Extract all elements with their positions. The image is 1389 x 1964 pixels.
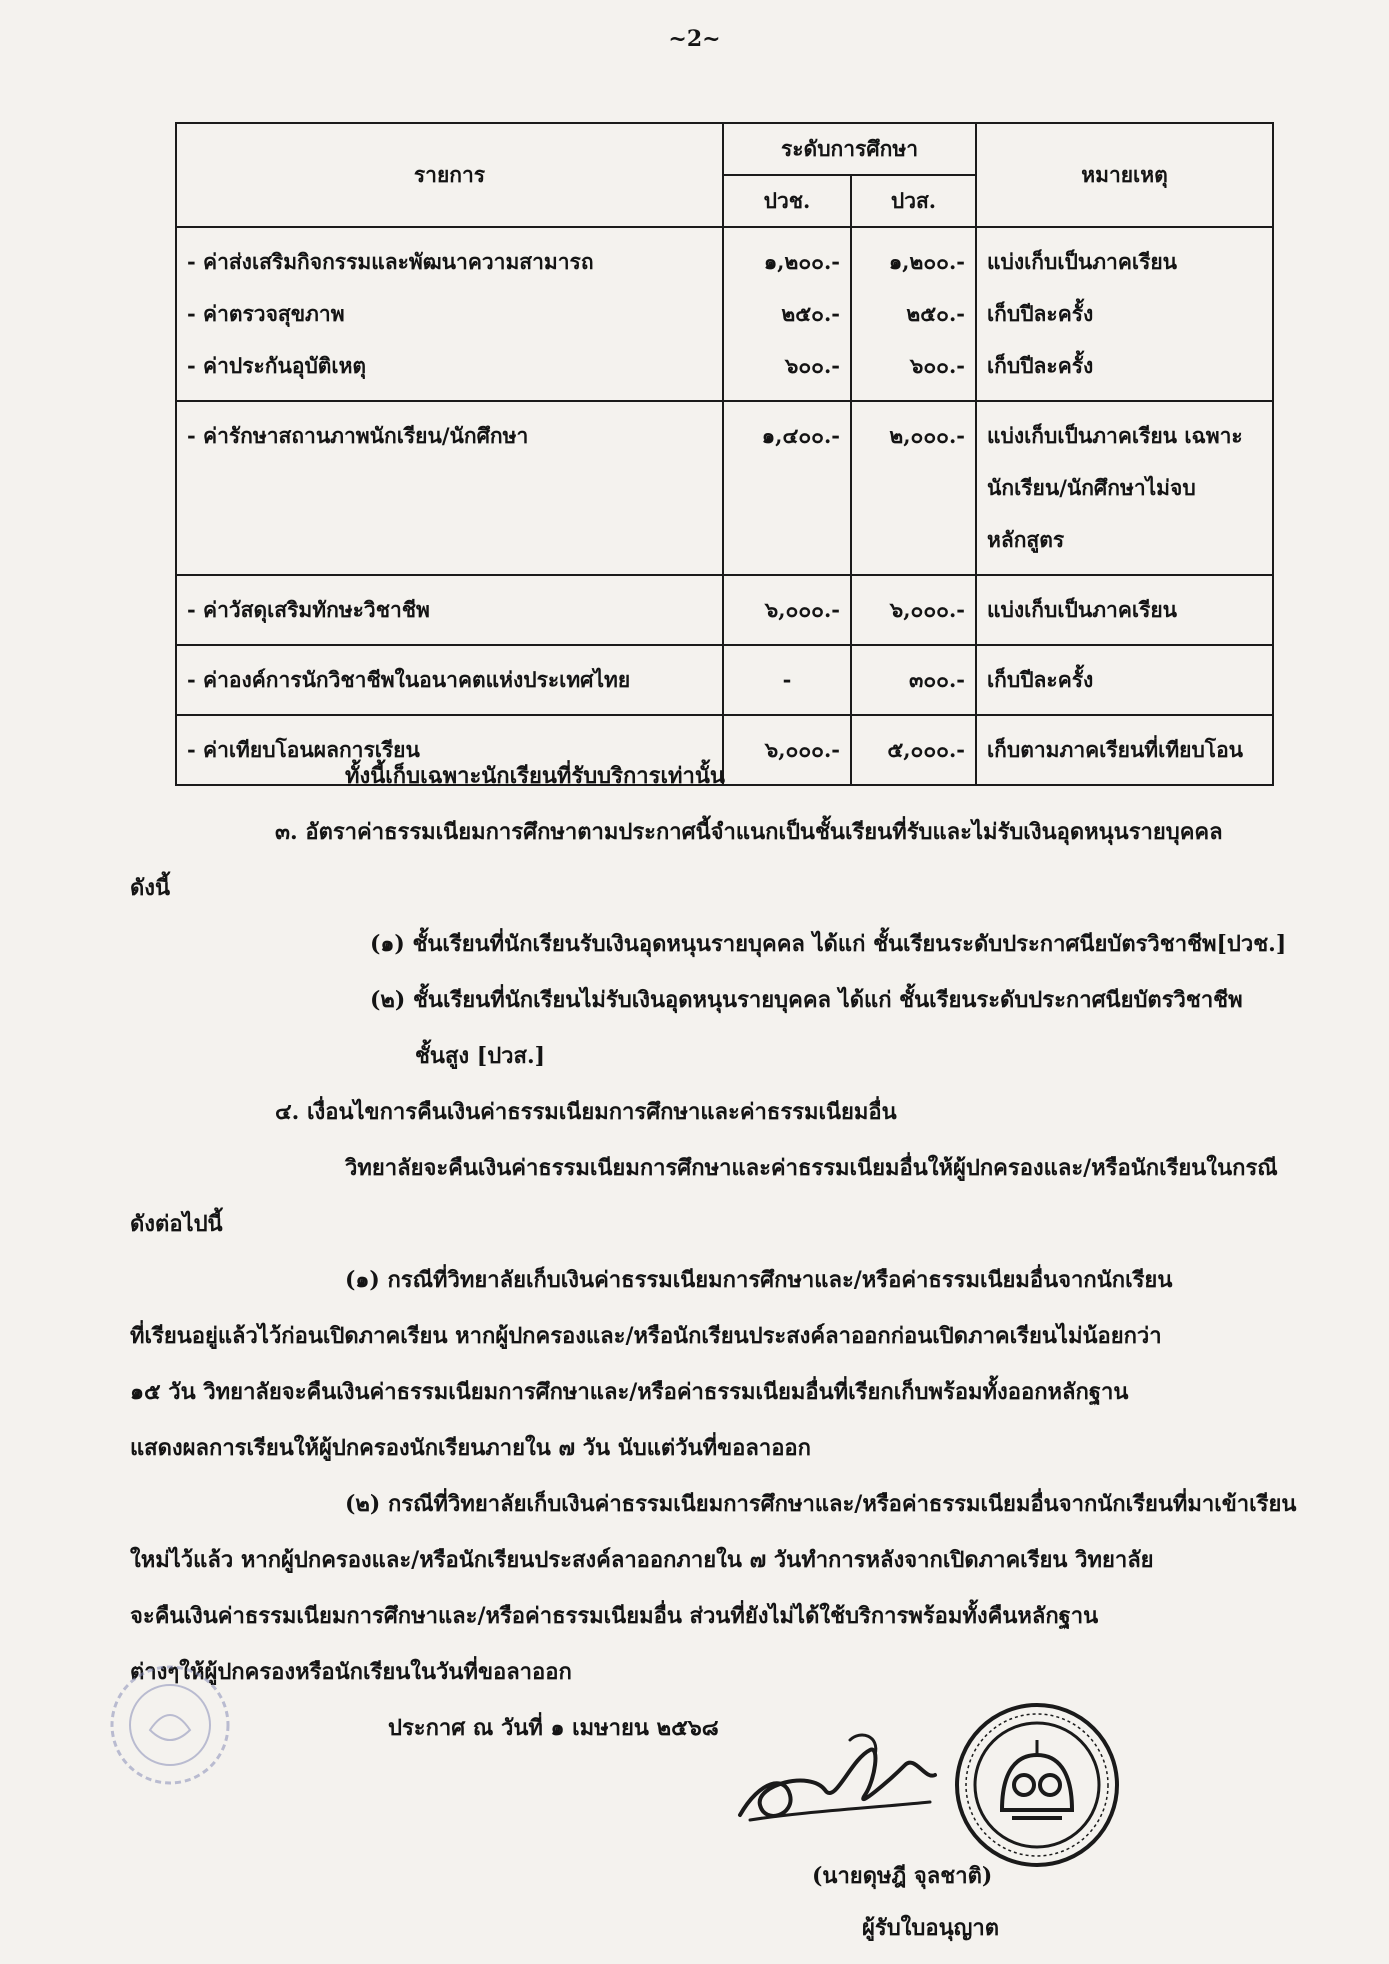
vocational-amount: ๖,๐๐๐.- (764, 597, 840, 622)
high-vocational-amount: ๓๐๐.- (908, 667, 965, 692)
header-item: รายการ (176, 123, 723, 227)
table-row (176, 575, 1273, 645)
high-vocational-amount: ๑,๒๐๐.- (888, 249, 965, 274)
announcement-date: ประกาศ ณ วันที่ ๑ เมษายน ๒๕๖๘ (388, 1715, 719, 1741)
table-row (176, 401, 1273, 575)
section-3-continuation: ดังนี้ (130, 875, 171, 901)
vocational-amount: - (782, 667, 792, 692)
note-text: นักเรียน/นักศึกษาไม่จบ (987, 475, 1196, 500)
item-label: - ค่าตรวจสุขภาพ (187, 301, 345, 326)
signatory-title: ผู้รับใบอนุญาต (862, 1915, 1000, 1941)
note-cell (976, 227, 1273, 401)
high-vocational-cell (851, 575, 976, 645)
section-4-case-2-line: จะคืนเงินค่าธรรมเนียมการศึกษาและ/หรือค่าธรรมเนียมอื่น ส่วนที่ยังไม่ได้ใช้บริการพร้อมทั้งคืนหลักฐาน (130, 1603, 1099, 1629)
note-cell (976, 401, 1273, 575)
high-vocational-amount: ๒,๐๐๐.- (889, 423, 965, 448)
body-text (130, 748, 1297, 1756)
section-3-item-2: (๒) ชั้นเรียนที่นักเรียนไม่รับเงินอุดหนุนรายบุคคล ได้แก่ ชั้นเรียนระดับประกาศนียบัตรวิชาชีพ (370, 987, 1243, 1013)
vocational-amount: ๑,๔๐๐.- (761, 423, 840, 448)
section-3-item-2-continuation: ชั้นสูง [ปวส.] (415, 1043, 546, 1069)
section-4-case-1-line: ๑๕ วัน วิทยาลัยจะคืนเงินค่าธรรมเนียมการศึกษาและ/หรือค่าธรรมเนียมอื่นที่เรียกเก็บพร้อมทั้งออกหลักฐาน (130, 1379, 1129, 1405)
vocational-cell (723, 227, 851, 401)
item-cell (176, 575, 723, 645)
section-4-case-2-line: ต่างๆให้ผู้ปกครองหรือนักเรียนในวันที่ขอลาออก (130, 1659, 572, 1685)
high-vocational-cell (851, 645, 976, 715)
item-cell (176, 645, 723, 715)
item-cell (176, 227, 723, 401)
item-label: - ค่าประกันอุบัติเหตุ (187, 353, 367, 378)
note-text: แบ่งเก็บเป็นภาคเรียน (987, 597, 1178, 622)
note-cell (976, 575, 1273, 645)
vocational-cell (723, 645, 851, 715)
note-text: หลักสูตร (987, 527, 1065, 552)
vocational-amount: ๖,๐๐๐.- (764, 737, 840, 762)
faint-stamp-icon (105, 1660, 235, 1790)
note-line: ทั้งนี้เก็บเฉพาะนักเรียนที่รับบริการเท่านั้น (345, 763, 725, 789)
signatory-name: (นายดุษฎี จุลชาติ) (812, 1863, 993, 1889)
table-row (176, 645, 1273, 715)
high-vocational-cell (851, 227, 976, 401)
high-vocational-amount: ๕,๐๐๐.- (887, 737, 965, 762)
note-text: แบ่งเก็บเป็นภาคเรียน เฉพาะ (987, 423, 1243, 448)
header-note: หมายเหตุ (976, 123, 1273, 227)
vocational-cell (723, 401, 851, 575)
header-level-high-vocational: ปวส. (851, 175, 976, 227)
note-text: เก็บปีละครั้ง (987, 353, 1094, 378)
high-vocational-amount: ๖๐๐.- (910, 353, 965, 378)
high-vocational-amount: ๖,๐๐๐.- (889, 597, 965, 622)
item-label: - ค่าองค์การนักวิชาชีพในอนาคตแห่งประเทศไทย (187, 667, 631, 692)
college-seal-icon (952, 1700, 1122, 1870)
vocational-amount: ๒๕๐.- (781, 301, 840, 326)
section-4-case-2: (๒) กรณีที่วิทยาลัยเก็บเงินค่าธรรมเนียมการศึกษาและ/หรือค่าธรรมเนียมอื่นจากนักเรียนที่มาเข้าเรียน (345, 1491, 1297, 1517)
section-4-intro: วิทยาลัยจะคืนเงินค่าธรรมเนียมการศึกษาและค่าธรรมเนียมอื่นให้ผู้ปกครองและ/หรือนักเรียนในกรณี (345, 1155, 1278, 1181)
header-level-vocational: ปวช. (723, 175, 851, 227)
note-text: เก็บปีละครั้ง (987, 667, 1094, 692)
fee-table (175, 122, 1274, 786)
section-3-heading: ๓. อัตราค่าธรรมเนียมการศึกษาตามประกาศนี้จำแนกเป็นชั้นเรียนที่รับและไม่รับเงินอุดหนุนรายบุคคล (275, 819, 1223, 845)
high-vocational-cell (851, 401, 976, 575)
note-cell (976, 645, 1273, 715)
table-row (176, 227, 1273, 401)
section-4-intro-continuation: ดังต่อไปนี้ (130, 1211, 223, 1237)
vocational-amount: ๖๐๐.- (785, 353, 840, 378)
vocational-cell (723, 575, 851, 645)
section-4-case-1: (๑) กรณีที่วิทยาลัยเก็บเงินค่าธรรมเนียมการศึกษาและ/หรือค่าธรรมเนียมอื่นจากนักเรียน (345, 1267, 1173, 1293)
item-label: - ค่าวัสดุเสริมทักษะวิชาชีพ (187, 597, 430, 622)
section-4-case-1-line: แสดงผลการเรียนให้ผู้ปกครองนักเรียนภายใน ๗ วัน นับแต่วันที่ขอลาออก (130, 1435, 811, 1461)
item-cell (176, 401, 723, 575)
note-text: แบ่งเก็บเป็นภาคเรียน (987, 249, 1178, 274)
section-4-case-1-line: ที่เรียนอยู่แล้วไว้ก่อนเปิดภาคเรียน หากผู้ปกครองและ/หรือนักเรียนประสงค์ลาออกก่อนเปิดภาคเรียนไม่น้อยกว่า (130, 1323, 1162, 1349)
high-vocational-amount: ๒๕๐.- (906, 301, 965, 326)
signature-icon (730, 1720, 950, 1840)
section-4-case-2-line: ใหม่ไว้แล้ว หากผู้ปกครองและ/หรือนักเรียนประสงค์ลาออกภายใน ๗ วันทำการหลังจากเปิดภาคเรียน วิทยาลัย (130, 1547, 1154, 1573)
item-label: - ค่าเทียบโอนผลการเรียน (187, 737, 420, 762)
header-level: ระดับการศึกษา (723, 123, 976, 175)
note-text: เก็บตามภาคเรียนที่เทียบโอน (987, 737, 1244, 762)
section-3-item-1: (๑) ชั้นเรียนที่นักเรียนรับเงินอุดหนุนรายบุคคล ได้แก่ ชั้นเรียนระดับประกาศนียบัตรวิชาชีพ[ปวช.] (370, 931, 1287, 957)
section-4-heading: ๔. เงื่อนไขการคืนเงินค่าธรรมเนียมการศึกษาและค่าธรรมเนียมอื่น (275, 1099, 897, 1125)
item-label: - ค่ารักษาสถานภาพนักเรียน/นักศึกษา (187, 423, 529, 448)
vocational-amount: ๑,๒๐๐.- (763, 249, 840, 274)
note-text: เก็บปีละครั้ง (987, 301, 1094, 326)
item-label: - ค่าส่งเสริมกิจกรรมและพัฒนาความสามารถ (187, 249, 594, 274)
page-number: ~2~ (668, 26, 721, 52)
